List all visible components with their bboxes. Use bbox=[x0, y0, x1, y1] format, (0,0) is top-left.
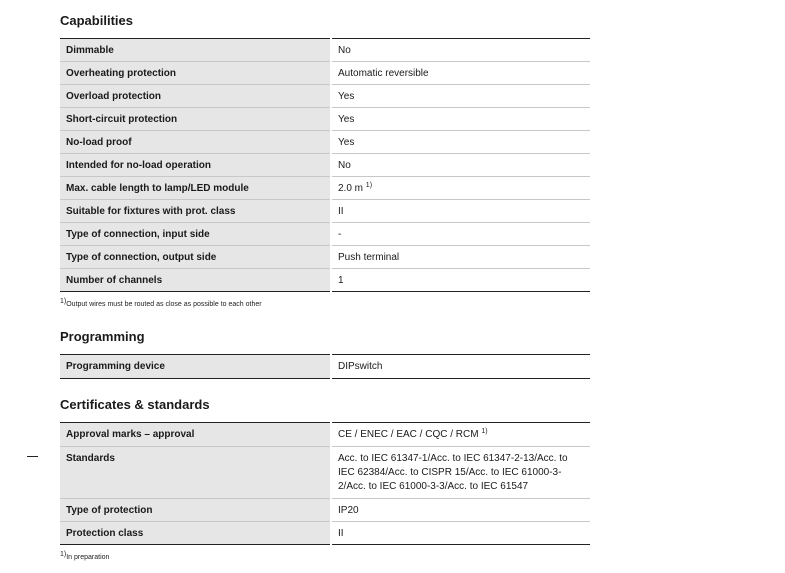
capabilities-section bbox=[60, 13, 133, 29]
table-row bbox=[60, 246, 590, 269]
row-label: Type of protection bbox=[60, 499, 331, 522]
row-value-cell bbox=[331, 423, 590, 447]
row-label: Intended for no-load operation bbox=[60, 154, 331, 177]
row-value: 2.0 m bbox=[338, 183, 364, 194]
row-value: II bbox=[331, 200, 590, 223]
table-row bbox=[60, 85, 590, 108]
row-value: Yes bbox=[331, 108, 590, 131]
programming-section bbox=[60, 329, 145, 345]
table-row bbox=[60, 447, 590, 499]
certificates-table bbox=[60, 422, 590, 545]
table-row bbox=[60, 269, 590, 292]
footnote-ref: 1) bbox=[365, 182, 373, 189]
certificates-section bbox=[60, 397, 210, 413]
table-row bbox=[60, 177, 590, 200]
row-label: Protection class bbox=[60, 522, 331, 545]
row-value: 1 bbox=[331, 269, 590, 292]
row-value: Yes bbox=[331, 85, 590, 108]
table-row bbox=[60, 499, 590, 522]
row-value: No bbox=[331, 154, 590, 177]
row-value: - bbox=[331, 223, 590, 246]
row-value: DIPswitch bbox=[331, 355, 590, 379]
capabilities-title: Capabilities bbox=[60, 13, 133, 28]
table-row bbox=[60, 223, 590, 246]
row-value: Automatic reversible bbox=[331, 62, 590, 85]
standards-line: 2/Acc. to IEC 61000-3-3/Acc. to IEC 61547 bbox=[338, 481, 529, 492]
programming-table bbox=[60, 354, 590, 379]
row-label: Short-circuit protection bbox=[60, 108, 331, 131]
row-label: Dimmable bbox=[60, 39, 331, 62]
footnote-mark: 1) bbox=[60, 298, 67, 305]
standards-line: Acc. to IEC 61347-1/Acc. to IEC 61347-2-13/Acc. to bbox=[338, 453, 568, 464]
row-value: Push terminal bbox=[331, 246, 590, 269]
row-value: Yes bbox=[331, 131, 590, 154]
table-row bbox=[60, 522, 590, 545]
table-row bbox=[60, 423, 590, 447]
programming-title: Programming bbox=[60, 329, 145, 344]
row-label: Number of channels bbox=[60, 269, 331, 292]
table-row bbox=[60, 355, 590, 379]
footnote-ref: 1) bbox=[481, 428, 488, 435]
table-row bbox=[60, 108, 590, 131]
row-label: Overheating protection bbox=[60, 62, 331, 85]
footnote-mark: 1) bbox=[60, 551, 67, 558]
table-row bbox=[60, 39, 590, 62]
row-value-cell bbox=[331, 447, 590, 499]
row-value: IP20 bbox=[331, 499, 590, 522]
row-value: II bbox=[331, 522, 590, 545]
row-value: No bbox=[331, 39, 590, 62]
table-row bbox=[60, 62, 590, 85]
row-label: Programming device bbox=[60, 355, 331, 379]
row-label: No-load proof bbox=[60, 131, 331, 154]
row-label: Suitable for fixtures with prot. class bbox=[60, 200, 331, 223]
certificates-title: Certificates & standards bbox=[60, 397, 210, 412]
row-value-cell bbox=[331, 177, 590, 200]
row-label: Approval marks – approval bbox=[60, 423, 331, 447]
margin-dash-marker bbox=[27, 456, 38, 457]
row-label: Type of connection, output side bbox=[60, 246, 331, 269]
footnote-text: In preparation bbox=[66, 554, 110, 561]
table-row bbox=[60, 200, 590, 223]
row-label: Overload protection bbox=[60, 85, 331, 108]
certificates-footnote bbox=[60, 553, 109, 563]
capabilities-table bbox=[60, 38, 590, 292]
row-value: CE / ENEC / EAC / CQC / RCM bbox=[338, 429, 479, 440]
row-label: Type of connection, input side bbox=[60, 223, 331, 246]
footnote-text: Output wires must be routed as close as possible to each other bbox=[66, 301, 262, 308]
capabilities-footnote bbox=[60, 300, 262, 310]
table-row bbox=[60, 154, 590, 177]
row-label: Max. cable length to lamp/LED module bbox=[60, 177, 331, 200]
row-label: Standards bbox=[60, 447, 331, 499]
standards-line: IEC 62384/Acc. to CISPR 15/Acc. to IEC 61000-3- bbox=[338, 467, 562, 478]
table-row bbox=[60, 131, 590, 154]
